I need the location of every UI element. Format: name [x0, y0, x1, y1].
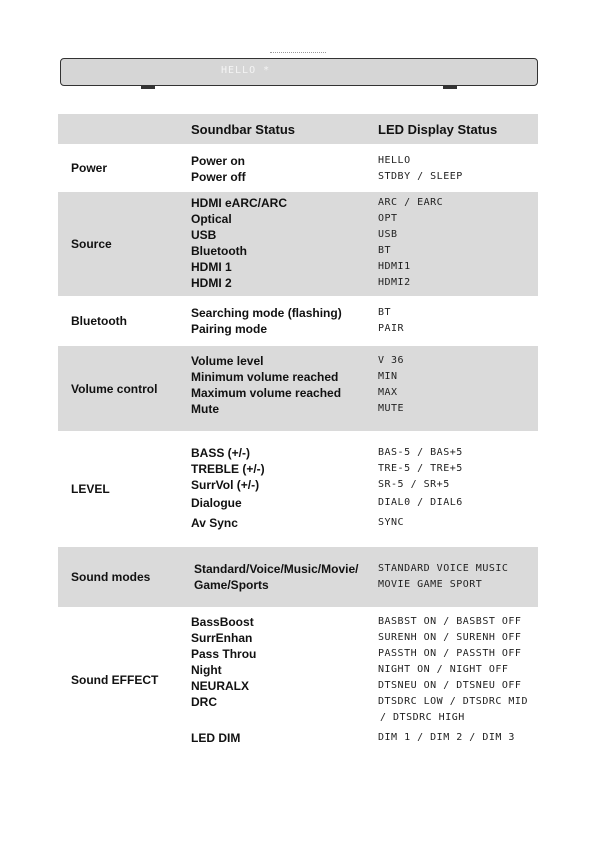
status-item: Game/Sports — [194, 578, 269, 592]
status-item: Power off — [191, 170, 246, 184]
led-status-table — [58, 114, 538, 752]
led-text: SURENH ON / SURENH OFF — [378, 632, 522, 643]
status-item: Volume level — [191, 354, 264, 368]
status-item: BassBoost — [191, 615, 254, 629]
status-item: Optical — [191, 212, 232, 226]
led-text: DIAL0 / DIAL6 — [378, 497, 463, 508]
led-text: PASSTH ON / PASSTH OFF — [378, 648, 522, 659]
led-text: STDBY / SLEEP — [378, 171, 463, 182]
status-item: USB — [191, 228, 217, 242]
led-text: V 36 — [378, 355, 405, 366]
led-text: HDMI1 — [378, 261, 411, 272]
row-category: Power — [71, 161, 108, 175]
table-row — [58, 431, 538, 547]
row-leds — [378, 296, 538, 346]
led-text: OPT — [378, 213, 398, 224]
table-row — [58, 144, 538, 192]
row-leds — [378, 547, 538, 607]
led-text: HDMI2 — [378, 277, 411, 288]
led-text: MOVIE GAME SPORT — [378, 579, 483, 590]
table-header-row — [58, 114, 538, 144]
table-row — [58, 296, 538, 346]
led-text: DTSNEU ON / DTSNEU OFF — [378, 680, 522, 691]
led-text: NIGHT ON / NIGHT OFF — [378, 664, 509, 675]
row-statuses — [191, 296, 378, 346]
status-item: Bluetooth — [191, 244, 247, 258]
status-item: SurrVol (+/-) — [191, 478, 260, 492]
table-row — [58, 346, 538, 431]
led-text: PAIR — [378, 323, 405, 334]
led-text: MAX — [378, 387, 398, 398]
led-text: SYNC — [378, 517, 405, 528]
status-item: Mute — [191, 402, 219, 416]
row-leds — [378, 346, 538, 431]
row-category: LEVEL — [71, 482, 110, 496]
status-item: Minimum volume reached — [191, 370, 339, 384]
table-row — [58, 192, 538, 296]
led-text: BT — [378, 307, 392, 318]
row-category: Sound EFFECT — [71, 672, 159, 687]
row-category: Volume control — [71, 381, 158, 396]
soundbar-foot-right — [443, 86, 457, 89]
row-statuses — [191, 547, 378, 607]
table-row — [58, 547, 538, 607]
row-statuses — [191, 607, 378, 752]
led-text: TRE-5 / TRE+5 — [378, 463, 463, 474]
status-item: LED DIM — [191, 731, 241, 745]
header-status: Soundbar Status — [191, 121, 296, 137]
header-led: LED Display Status — [378, 121, 498, 137]
row-leds — [378, 431, 538, 547]
led-text: BT — [378, 245, 392, 256]
status-item: Power on — [191, 154, 246, 168]
row-statuses — [191, 431, 378, 547]
status-item: DRC — [191, 695, 217, 709]
status-item: Maximum volume reached — [191, 386, 342, 400]
header-category-cell — [58, 114, 191, 144]
led-text: BASBST ON / BASBST OFF — [378, 616, 522, 627]
soundbar-illustration — [60, 58, 538, 86]
status-item: Pass Throu — [191, 647, 257, 661]
row-category: Bluetooth — [71, 314, 127, 328]
led-text: USB — [378, 229, 398, 240]
status-item: SurrEnhan — [191, 631, 253, 645]
row-statuses — [191, 144, 378, 192]
led-text: ARC / EARC — [378, 197, 444, 208]
led-text: DIM 1 / DIM 2 / DIM 3 — [378, 732, 515, 743]
soundbar-foot-left — [141, 86, 155, 89]
row-statuses — [191, 346, 378, 431]
status-item: Standard/Voice/Music/Movie/ — [194, 562, 359, 576]
status-item: TREBLE (+/-) — [191, 462, 265, 476]
row-leds — [378, 192, 538, 296]
status-item — [191, 710, 378, 726]
led-text: DTSDRC LOW / DTSDRC MID — [378, 696, 528, 707]
status-item: BASS (+/-) — [191, 446, 251, 460]
row-leds — [378, 144, 538, 192]
row-statuses — [191, 192, 378, 296]
led-text: SR-5 / SR+5 — [378, 479, 450, 490]
status-item: Pairing mode — [191, 322, 268, 336]
led-text: STANDARD VOICE MUSIC — [378, 563, 509, 574]
row-leds — [378, 607, 538, 752]
table-row — [58, 607, 538, 752]
led-text: HELLO — [378, 155, 411, 166]
status-item: HDMI eARC/ARC — [191, 196, 287, 210]
status-item: NEURALX — [191, 679, 250, 693]
soundbar-led-text: HELLO * — [221, 65, 271, 76]
led-text: MUTE — [378, 403, 405, 414]
status-item: HDMI 1 — [191, 260, 232, 274]
status-item: HDMI 2 — [191, 276, 232, 290]
status-item: Searching mode (flashing) — [191, 306, 342, 320]
led-text: / DTSDRC HIGH — [380, 712, 465, 723]
led-text: MIN — [378, 371, 398, 382]
row-category: Sound modes — [71, 570, 151, 584]
status-item: Night — [191, 663, 222, 677]
status-item: Dialogue — [191, 496, 242, 510]
status-item: Av Sync — [191, 516, 238, 530]
row-category: Source — [71, 237, 112, 251]
led-text: BAS-5 / BAS+5 — [378, 447, 463, 458]
